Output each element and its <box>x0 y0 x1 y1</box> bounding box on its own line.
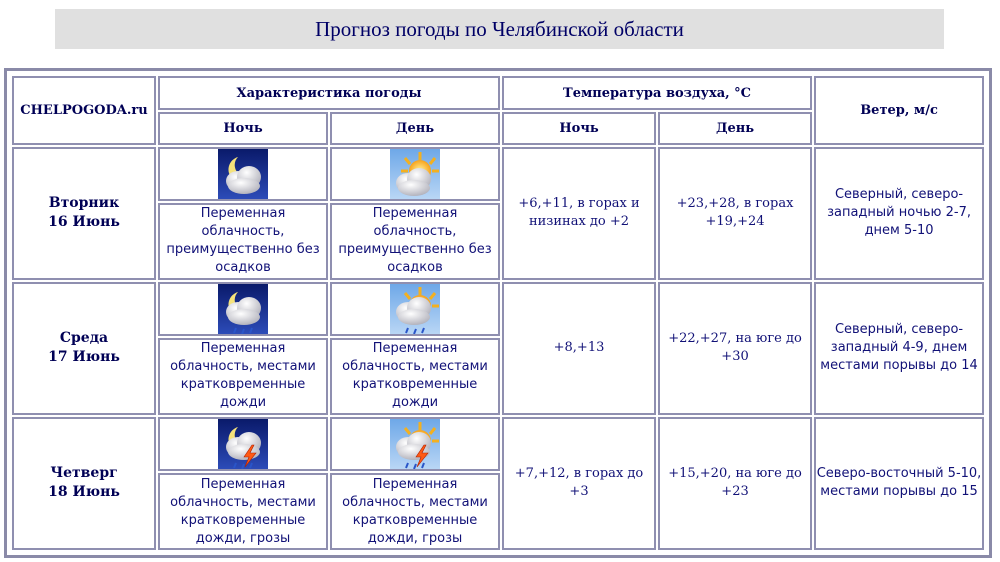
temp-night-value: +7,+12, в горах до +3 <box>502 417 656 550</box>
temperature-header: Температура воздуха, °С <box>502 76 812 110</box>
day-icon-cell <box>330 282 500 336</box>
weather-day-header: День <box>330 112 500 144</box>
forecast-frame <box>4 68 992 558</box>
page-title: Прогноз погоды по Челябинской области <box>315 16 684 41</box>
temp-night-value: +6,+11, в горах и низинах до +2 <box>502 147 656 280</box>
night-icon-cell <box>158 282 328 336</box>
forecast-table <box>10 74 986 552</box>
weather-night-header: Ночь <box>158 112 328 144</box>
day-description: Переменная облачность, местами кратковременные дожди <box>330 338 500 415</box>
day-description: Переменная облачность, местами кратковременные дожди, грозы <box>330 473 500 550</box>
temp-night-header: Ночь <box>502 112 656 144</box>
sun-cloud-icon <box>390 149 440 199</box>
wind-value: Северо-восточный 5-10, местами порывы до 15 <box>814 417 984 550</box>
date: 17 Июнь <box>48 349 120 366</box>
temp-day-value: +23,+28, в горах +19,+24 <box>658 147 812 280</box>
day-cell <box>12 282 156 415</box>
day-cell <box>12 417 156 550</box>
night-description: Переменная облачность, местами кратковременные дожди, грозы <box>158 473 328 550</box>
day-description: Переменная облачность, преимущественно без осадков <box>330 203 500 280</box>
moon-cloud-rain-icon <box>218 284 268 334</box>
page-title-banner <box>55 9 944 49</box>
date: 16 Июнь <box>48 214 120 231</box>
night-icon-cell <box>158 147 328 201</box>
weekday: Среда <box>59 330 109 347</box>
weather-header: Характеристика погоды <box>158 76 500 110</box>
temp-day-value: +15,+20, на юге до +23 <box>658 417 812 550</box>
wind-value: Северный, северо-западный 4-9, днем местами порывы до 14 <box>814 282 984 415</box>
day-cell <box>12 147 156 280</box>
sun-cloud-rain-icon <box>390 284 440 334</box>
temp-day-value: +22,+27, на юге до +30 <box>658 282 812 415</box>
moon-cloud-thunder-icon <box>218 419 268 469</box>
sun-cloud-thunder-icon <box>390 419 440 469</box>
wind-header: Ветер, м/с <box>814 76 984 145</box>
site-brand-cell <box>12 76 156 145</box>
moon-cloud-icon <box>218 149 268 199</box>
night-description: Переменная облачность, преимущественно без осадков <box>158 203 328 280</box>
weekday: Вторник <box>48 195 120 212</box>
temp-day-header: День <box>658 112 812 144</box>
temp-night-value: +8,+13 <box>502 282 656 415</box>
site-brand: CHELPOGODA.ru <box>20 102 148 118</box>
day-icon-cell <box>330 417 500 471</box>
date: 18 Июнь <box>48 484 120 501</box>
night-icon-cell <box>158 417 328 471</box>
wind-value: Северный, северо-западный ночью 2-7, днем 5-10 <box>814 147 984 280</box>
weekday: Четверг <box>50 465 118 482</box>
night-description: Переменная облачность, местами кратковременные дожди <box>158 338 328 415</box>
day-icon-cell <box>330 147 500 201</box>
